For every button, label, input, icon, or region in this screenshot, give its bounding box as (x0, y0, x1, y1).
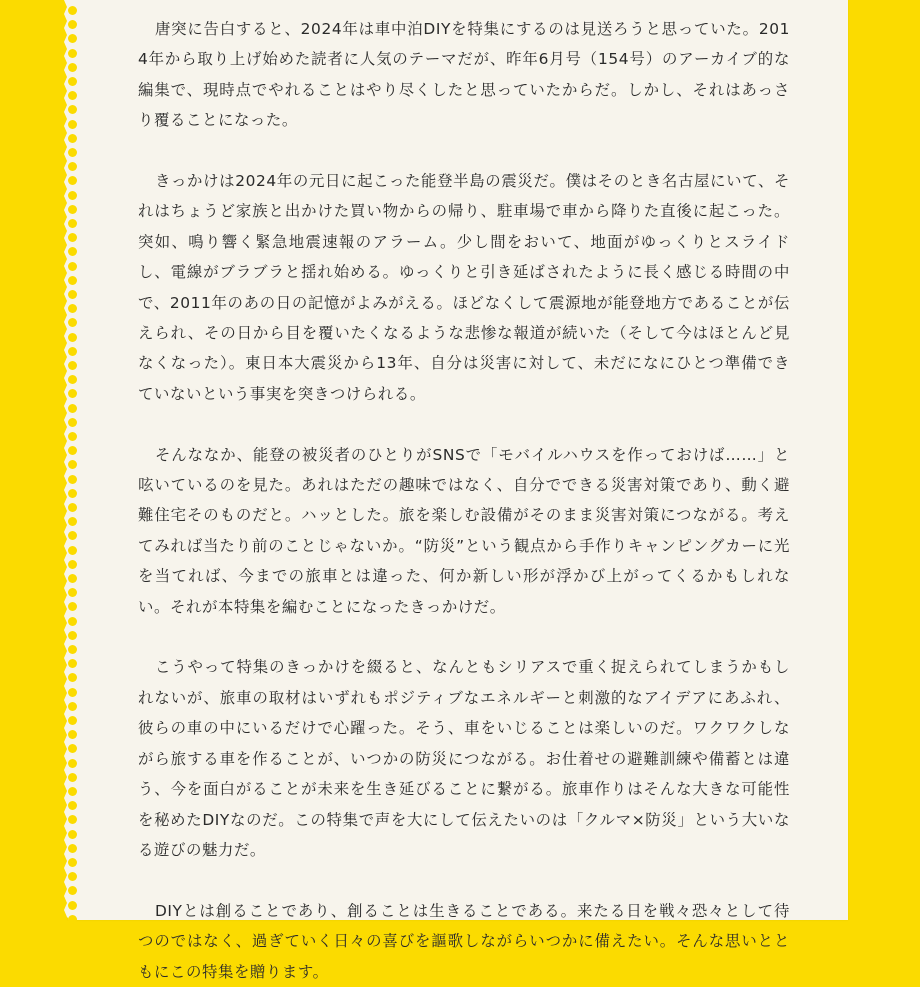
perforation-hole (68, 247, 77, 256)
perforation-hole (68, 262, 77, 271)
perforation-hole (68, 702, 77, 711)
perforation-hole (68, 191, 77, 200)
perforation-hole (68, 205, 77, 214)
perforation-hole (68, 886, 77, 895)
perforation-hole (68, 673, 77, 682)
perforation-hole (68, 333, 77, 342)
perforation-hole (68, 560, 77, 569)
perforation-hole (68, 588, 77, 597)
perforation-hole (68, 475, 77, 484)
perforation-hole (68, 617, 77, 626)
perforation-hole (68, 716, 77, 725)
perforation-hole (68, 844, 77, 853)
perforation-hole (68, 63, 77, 72)
perforation-hole (68, 517, 77, 526)
perforation-hole (68, 219, 77, 228)
perforation-hole (68, 801, 77, 810)
article-body (138, 14, 790, 987)
perforation-hole (68, 872, 77, 881)
perforation-hole (68, 77, 77, 86)
perforation-hole (68, 815, 77, 824)
perforation-hole (68, 361, 77, 370)
perforation-hole (68, 645, 77, 654)
perforation-hole (68, 659, 77, 668)
perforation-hole (68, 574, 77, 583)
perforation-hole (68, 503, 77, 512)
perforation-hole (68, 759, 77, 768)
perforation-hole (68, 631, 77, 640)
perforation-hole (68, 134, 77, 143)
perforation-hole (68, 347, 77, 356)
perforation-hole (68, 375, 77, 384)
perforation-hole (68, 389, 77, 398)
perforation-hole (68, 304, 77, 313)
perforation-hole (68, 858, 77, 867)
perforation-hole (68, 730, 77, 739)
perforation-hole (68, 489, 77, 498)
perforation-hole (68, 531, 77, 540)
perforation-holes (68, 0, 82, 920)
perforation-hole (68, 34, 77, 43)
perforation-hole (68, 148, 77, 157)
perforation-hole (68, 233, 77, 242)
perforation-hole (68, 546, 77, 555)
perforation-hole (68, 49, 77, 58)
perforation-hole (68, 120, 77, 129)
perforation-hole (68, 773, 77, 782)
perforation-hole (68, 830, 77, 839)
paragraph-4: こうやって特集のきっかけを綴ると、なんともシリアスで重く捉えられてしまうかもしれないが、旅車の取材はいずれもポジティブなエネルギーと刺激的なアイデアにあふれ、彼らの車の中にいるだけで心躍った。そう、車をいじることは楽しいのだ。ワクワクしながら旅する車を作ることが、いつかの防災につながる。お仕着せの避難訓練や備蓄とは違う、今を面白がることが未来を生き延びることに繋がる。旅車作りはそんな大きな可能性を秘めたDIYなのだ。この特集で声を大にして伝えたいのは「クルマ×防災」という大いなる遊びの魅力だ。 (138, 658, 790, 859)
perforation-hole (68, 446, 77, 455)
perforation-hole (68, 787, 77, 796)
perforation-hole (68, 901, 77, 910)
perforation-hole (68, 318, 77, 327)
perforation-hole (68, 688, 77, 697)
paragraph-5: DIYとは創ることであり、創ることは生きることである。来たる日を戦々恐々として待つのではなく、過ぎていく日々の喜びを謳歌しながらいつかに備えたい。そんな思いとともにこの特集を贈ります。 (138, 901, 790, 981)
perforation-hole (68, 290, 77, 299)
perforation-hole (68, 276, 77, 285)
perforation-hole (68, 404, 77, 413)
perforation-hole (68, 20, 77, 29)
paragraph-2: きっかけは2024年の元日に起こった能登半島の震災だ。僕はそのとき名古屋にいて、それはちょうど家族と出かけた買い物からの帰り、駐車場で車から降りた直後に起こった。突如、鳴り響く緊急地震速報のアラーム。少し間をおいて、地面がゆっくりとスライドし、電線がブラブラと揺れ始める。ゆっくりと引き延ばされたように長く感じる時間の中で、2011年のあの日の記憶がよみがえる。ほどなくして震源地が能登地方であることが伝えられ、その日から目を覆いたくなるような悲惨な報道が続いた（そして今はほとんど見なくなった）。東日本大震災から13年、自分は災害に対して、未だになにひとつ準備できていないという事実を突きつけられる。 (138, 172, 790, 403)
perforation-hole (68, 915, 77, 924)
perforation-hole (68, 105, 77, 114)
perforation-hole (68, 176, 77, 185)
perforation-hole (68, 162, 77, 171)
perforation-hole (68, 744, 77, 753)
paragraph-1: 唐突に告白すると、2024年は車中泊DIYを特集にするのは見送ろうと思っていた。2014年から取り上げ始めた読者に人気のテーマだが、昨年6月号（154号）のアーカイブ的な編集で、現時点でやれることはやり尽くしたと思っていたからだ。しかし、それはあっさり覆ることになった。 (138, 20, 790, 130)
perforation-hole (68, 91, 77, 100)
perforation-hole (68, 432, 77, 441)
perforation-hole (68, 602, 77, 611)
perforation-hole (68, 460, 77, 469)
perforation-hole (68, 418, 77, 427)
paragraph-3: そんななか、能登の被災者のひとりがSNSで「モバイルハウスを作っておけば……」と呟いているのを見た。あれはただの趣味ではなく、自分でできる災害対策であり、動く避難住宅そのものだと。ハッとした。旅を楽しむ設備がそのまま災害対策につながる。考えてみれば当たり前のことじゃないか。“防災”という観点から手作りキャンピングカーに光を当てれば、今までの旅車とは違った、何か新しい形が浮かび上がってくるかもしれない。それが本特集を編むことになったきっかけだ。 (138, 445, 790, 616)
perforation-hole (68, 6, 77, 15)
